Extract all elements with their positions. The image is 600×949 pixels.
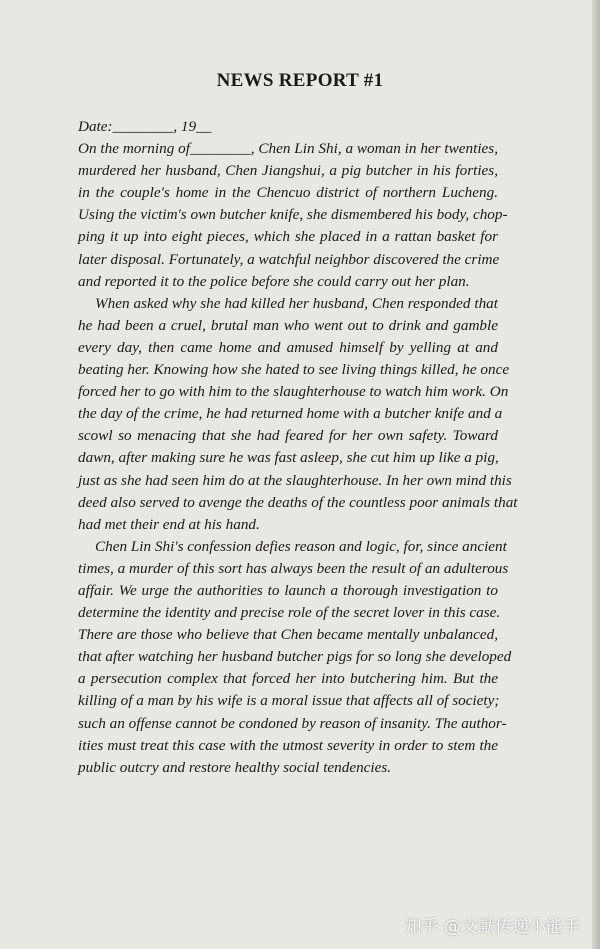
text-line: murdered her husband, Chen Jiangshui, a pig butcher in his forties, [78, 162, 498, 180]
text-line: a persecution complex that forced her into butchering him. But the [78, 670, 498, 688]
text-line: ping it up into eight pieces, which she placed in a rattan basket for [78, 228, 498, 246]
text-line: such an offense cannot be condoned by reason of insanity. The author- [78, 714, 507, 732]
article-body [78, 116, 518, 779]
text-line: in the couple's home in the Chencuo district of northern Lucheng. [78, 184, 498, 202]
watermark: 知乎 @文献传递小能手 [404, 917, 580, 937]
text-line: he had been a cruel, brutal man who went out to drink and gamble [78, 316, 498, 334]
text-line: had met their end at his hand. [78, 515, 260, 533]
paragraph [78, 293, 518, 536]
paragraph [78, 116, 508, 293]
text-line: Chen Lin Shi's confession defies reason and logic, for, since ancient [95, 537, 507, 555]
text-line: times, a murder of this sort has always been the result of an adulterous [78, 559, 509, 577]
text-line: every day, then came home and amused himself by yelling at and [78, 338, 498, 356]
page-title: NEWS REPORT #1 [216, 70, 384, 91]
text-line: ities must treat this case with the utmost severity in order to stem the [78, 736, 498, 754]
text-line: There are those who believe that Chen became mentally unbalanced, [78, 626, 498, 644]
text-line: just as she had seen him do at the slaughterhouse. In her own mind this [78, 471, 512, 489]
text-line: the day of the crime, he had returned home with a butcher knife and a [78, 405, 503, 423]
text-line: When asked why she had killed her husband, Chen responded that [95, 294, 498, 312]
text-line: scowl so menacing that she had feared for her own safety. Toward [78, 427, 498, 445]
text-line: Using the victim's own butcher knife, she dismembered his body, chop- [78, 206, 508, 224]
text-line: later disposal. Fortunately, a watchful neighbor discovered the crime [78, 250, 500, 268]
text-line: On the morning of________, Chen Lin Shi, a woman in her twenties, [78, 140, 498, 158]
paragraph [78, 536, 512, 779]
text-line: Date:________, 19__ [78, 118, 212, 135]
text-line: forced her to go with him to the slaughterhouse to watch him work. On [78, 383, 509, 401]
text-line: killing of a man by his wife is a moral issue that affects all of society; [78, 692, 500, 710]
text-line: public outcry and restore healthy social tendencies. [78, 758, 392, 776]
page-edge-shadow [592, 0, 600, 949]
text-line: dawn, after making sure he was fast asleep, she cut him up like a pig, [78, 449, 499, 467]
text-line: and reported it to the police before she could carry out her plan. [78, 272, 470, 290]
text-line: deed also served to avenge the deaths of the countless poor animals that [78, 493, 518, 511]
text-line: that after watching her husband butcher pigs for so long she developed [78, 648, 512, 666]
text-line: beating her. Knowing how she hated to see living things killed, he once [78, 361, 510, 379]
text-line: affair. We urge the authorities to launch a thorough investigation to [78, 581, 498, 599]
text-line: determine the identity and precise role of the secret lover in this case. [78, 604, 501, 622]
